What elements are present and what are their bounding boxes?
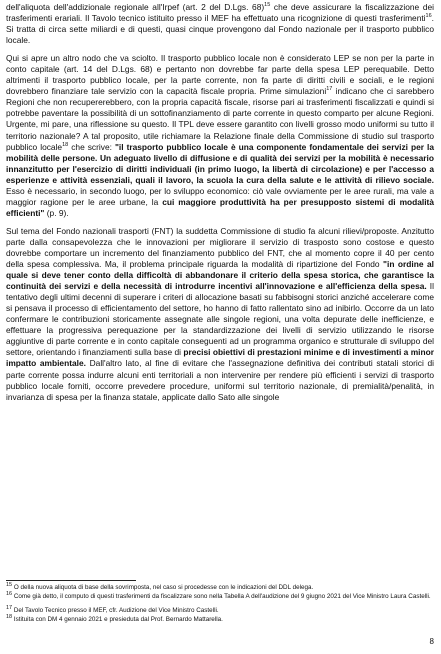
- footnote-text: O della nuova aliquota di base della sovrimposta, nel caso si procedesse con le indicazioni del DDL delega.: [12, 584, 314, 591]
- bold-quote: "il trasporto pubblico locale è una componente fondamentale dei servizi per la mobilità delle persone. Un adeguato livello di diffusione e di qualità dei servizi per la mobilità è necessario innanzitutto per l'esercizio di diritti individuali (in primo luogo, la libertà di circolazione) e per l'accesso a esperienze e attività essenziali, quali il lavoro, la scuola la cura della salute e le attività di rilievo sociale.: [6, 141, 434, 185]
- paragraph-text: Qui si apre un altro nodo che va sciolto. Il trasporto pubblico locale non è considerato LEP se non per la parte in conto capitale (art. 14 del D.Lgs. 68) e pertanto non dovrebbe far parte della spesa LEP perequabile. Detto altrimenti il trasporto pubblico locale, per la parte corrente, non fa parte di diritti civili e sociali, e le regioni dovrebbero finanziare tale servizio con la capacità fiscale propria. Prime simulazioni: [6, 53, 434, 97]
- paragraph-text: . Si tratta di circa sette miliardi e di questi, quasi cinque provengono dal Fondo nazionale per il trasporto pubblico locale.: [6, 13, 434, 46]
- paragraph-text: che scrive:: [68, 141, 115, 152]
- footnote-15: [6, 581, 434, 592]
- bold-quote: "in ordine al quale si deve tener conto della difficoltà di abbandonare il criterio della spesa storica, che garantisce la continuità dei servizi e della necessità di introdurre incentivi all'innovazione e all'efficienza della spesa.: [6, 259, 434, 292]
- paragraph-text: indicano che ci sarebbero Regioni che non recupererebbero, con la propria capacità fiscale, risorse pari ai trasferimenti fiscalizzati e quindi si potrebbe paventare la possibilità di un sottofinanziamento di parte corrente in questo comparto per alcune Regioni. Urgente, mi pare, una riflessione su questo. Il TPL deve essere garantito con livelli grosso modo uniformi su tutto il territorio nazionale? A tal proposito, utile richiamare la Relazione finale della Commissione di studio sul trasporto pubblico locale: [6, 86, 434, 152]
- paragraph-text: Il tentativo degli ultimi decenni di superare i criteri di allocazione basati su fabbisogni storici anziché accelerare come si pensava il processo di efficientamento del settore, ho hanno di fatto rallentato sino ad inibirlo. Occorre da un lato confermare le contribuzioni storicamente assegnate alle singole regioni, una volta depurate delle inefficienze, e effettuare la progressiva perequazione per la standardizzazione dei livelli di servizio utilizzando le risorse aggiuntive di parte corrente e in conto capitale conseguenti ad un programma organico e strutturale di sviluppo del settore, orientando i finanziamenti sulla base di: [6, 281, 434, 358]
- footnote-number: 17: [6, 604, 13, 611]
- footnote-ref[interactable]: 16: [425, 13, 432, 20]
- paragraph-text: che deve assicurare la fiscalizzazione dei trasferimenti erariali. Il Tavolo tecnico istituito presso il MEF ha effettuato una ricognizione di questi trasferimenti: [6, 2, 434, 24]
- footnote-18: [6, 616, 434, 624]
- paragraph-3: [6, 226, 434, 403]
- footnotes: [6, 580, 434, 626]
- paragraph-text: Esso è necessario, in secondo luogo, per lo sviluppo economico: ciò vale ovviamente per le aree rurali, ma vale a maggior ragione per le aree urbane, la: [6, 185, 434, 207]
- paragraph-text: (p. 9).: [44, 207, 69, 218]
- footnote-17: [6, 604, 434, 615]
- page-number: 8: [429, 637, 434, 646]
- footnote-ref[interactable]: 17: [326, 86, 333, 93]
- footnote-separator: [6, 580, 136, 581]
- footnote-text: Come già detto, il computo di questi trasferimenti da fiscalizzare sono nella Tabella A dell'audizione del 9 giugno 2021 del Vice Ministro Laura Castelli.: [12, 593, 431, 601]
- footnote-number: 18: [6, 614, 13, 621]
- body-text: [6, 2, 434, 410]
- paragraph-1: [6, 2, 434, 46]
- paragraph-text: Sul tema del Fondo nazionali trasporti (FNT) la suddetta Commissione di studio fa alcuni rilievi/proposte. Anzitutto parte dalla consapevolezza che le innovazioni per migliorare il servizio di trasposto sono costose e questo dovrebbe comportare un incremento del finanziamento pubblico del FNT, che al momento copre il 40 per cento della spesa complessiva. Ma, il problema principale riguarda la modalità di ripartizione del Fondo: [6, 225, 434, 270]
- footnote-text: Istituita con DM 4 gennaio 2021 e presieduta dal Prof. Bernardo Mattarella.: [12, 616, 223, 624]
- paragraph-2: [6, 53, 434, 219]
- paragraph-text: Dall'altro lato, al fine di evitare che l'assegnazione definitiva dei contributi statali storici di parte corrente possa indurre alcuni enti territoriali a non intervenire per rendere più efficienti i servizi di trasporto pubblico locale forniti, occorre prevedere procedure, uniformi sul territorio nazionale, di premialità/penalità, in invarianza di spesa per la finanza statale, applicate dallo Sato alle singole: [6, 358, 434, 402]
- footnote-ref[interactable]: 15: [264, 2, 271, 9]
- bold-quote: precisi obiettivi di prestazioni minime e di investimenti a minor impatto ambientale.: [6, 347, 434, 369]
- bold-quote: cui maggiore produttività ha per presupposto sistemi di modalità efficienti": [6, 196, 435, 218]
- footnote-16: [6, 593, 434, 601]
- footnote-number: 16: [6, 591, 13, 598]
- footnote-ref[interactable]: 18: [62, 141, 69, 148]
- footnote-number: 15: [6, 581, 13, 588]
- paragraph-text: dell'aliquota dell'addizionale regionale all'Irpef (art. 2 del D.Lgs. 68): [6, 2, 265, 12]
- footnote-text: Del Tavolo Tecnico presso il MEF, cfr. Audizione del Vice Ministro Castelli.: [12, 606, 219, 614]
